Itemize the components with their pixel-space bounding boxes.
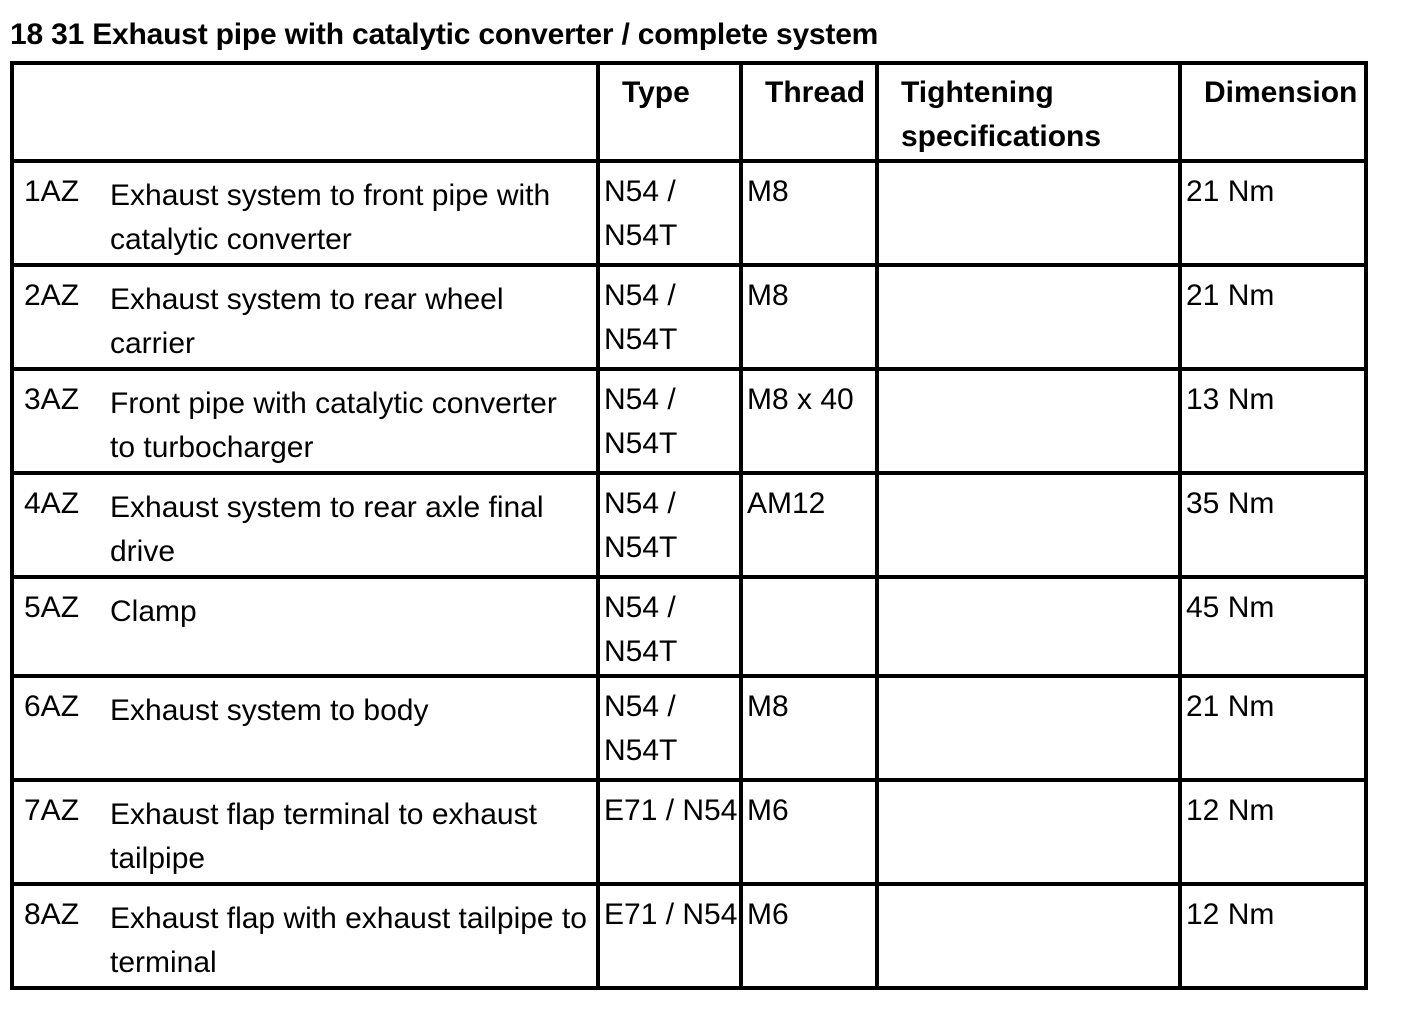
row-thread-cell	[741, 473, 877, 577]
row-number: 4AZ	[24, 487, 80, 520]
table-row	[12, 161, 1366, 265]
row-description-cell	[12, 473, 598, 577]
row-tightening	[879, 371, 1178, 378]
row-description-cell	[12, 161, 598, 265]
row-number: 1AZ	[24, 175, 80, 208]
row-type: E71 / N54	[604, 898, 738, 931]
row-description-cell	[12, 369, 598, 473]
row-dimension: 21 Nm	[1186, 175, 1275, 208]
row-type-cell	[598, 369, 741, 473]
row-type: N54 / N54T	[604, 591, 678, 668]
row-dimension: 35 Nm	[1186, 487, 1275, 520]
row-thread: AM12	[747, 487, 826, 520]
row-type-cell	[598, 780, 741, 884]
row-description: Clamp	[110, 595, 197, 628]
row-thread-cell	[741, 780, 877, 884]
row-dimension-cell	[1180, 265, 1366, 369]
row-type-cell	[598, 473, 741, 577]
header-tightening	[877, 63, 1180, 161]
table-header-row	[12, 63, 1366, 161]
row-dimension-cell	[1180, 884, 1366, 988]
row-tightening	[879, 886, 1178, 893]
row-dimension-cell	[1180, 473, 1366, 577]
row-dimension: 45 Nm	[1186, 591, 1275, 624]
row-description-cell	[12, 676, 598, 780]
row-thread: M6	[747, 794, 789, 827]
row-number: 3AZ	[24, 383, 80, 416]
row-thread	[743, 579, 875, 586]
row-number: 5AZ	[24, 591, 80, 624]
header-type	[598, 63, 741, 161]
row-number: 6AZ	[24, 690, 80, 723]
row-type-cell	[598, 676, 741, 780]
table-row	[12, 265, 1366, 369]
row-type: N54 / N54T	[604, 175, 678, 252]
row-tightening	[879, 782, 1178, 789]
row-description: Exhaust system to rear wheel carrier	[110, 283, 504, 360]
row-thread: M8 x 40	[747, 383, 854, 416]
row-type: N54 / N54T	[604, 383, 678, 460]
row-number: 2AZ	[24, 279, 80, 312]
row-description-cell	[12, 780, 598, 884]
table-row	[12, 884, 1366, 988]
row-thread: M6	[747, 898, 789, 931]
row-thread-cell	[741, 369, 877, 473]
row-dimension: 12 Nm	[1186, 794, 1275, 827]
row-type-cell	[598, 577, 741, 676]
row-thread-cell	[741, 265, 877, 369]
table-row	[12, 369, 1366, 473]
row-type-cell	[598, 265, 741, 369]
row-dimension: 21 Nm	[1186, 279, 1275, 312]
row-thread: M8	[747, 279, 789, 312]
row-tightening-cell	[877, 884, 1180, 988]
table-row	[12, 676, 1366, 780]
row-tightening-cell	[877, 161, 1180, 265]
header-type-label: Type	[622, 76, 690, 109]
row-tightening	[879, 267, 1178, 274]
row-type: E71 / N54	[604, 794, 738, 827]
row-tightening-cell	[877, 577, 1180, 676]
row-dimension: 12 Nm	[1186, 898, 1275, 931]
table-row	[12, 577, 1366, 676]
header-thread-label: Thread	[765, 76, 866, 109]
row-thread: M8	[747, 690, 789, 723]
table-row	[12, 473, 1366, 577]
row-dimension-cell	[1180, 676, 1366, 780]
row-tightening	[879, 475, 1178, 482]
row-tightening	[879, 678, 1178, 685]
header-thread	[741, 63, 877, 161]
row-thread-cell	[741, 884, 877, 988]
header-dimension-label: Dimension	[1204, 76, 1358, 109]
row-type: N54 / N54T	[604, 279, 678, 356]
row-description-cell	[12, 577, 598, 676]
row-dimension-cell	[1180, 369, 1366, 473]
row-thread: M8	[747, 175, 789, 208]
row-thread-cell	[741, 676, 877, 780]
row-dimension: 21 Nm	[1186, 690, 1275, 723]
header-description	[12, 63, 598, 161]
row-type-cell	[598, 161, 741, 265]
header-dimension	[1180, 63, 1366, 161]
row-tightening-cell	[877, 265, 1180, 369]
row-tightening	[879, 163, 1178, 170]
row-description: Front pipe with catalytic converter to turbocharger	[110, 387, 557, 464]
header-tightening-label: Tightening specifications	[901, 76, 1102, 153]
table-row	[12, 780, 1366, 884]
row-tightening-cell	[877, 780, 1180, 884]
row-thread-cell	[741, 161, 877, 265]
row-dimension-cell	[1180, 161, 1366, 265]
row-type-cell	[598, 884, 741, 988]
row-type: N54 / N54T	[604, 487, 678, 564]
row-tightening-cell	[877, 676, 1180, 780]
row-description: Exhaust flap terminal to exhaust tailpipe	[110, 798, 537, 875]
row-description: Exhaust system to front pipe with catalytic converter	[110, 179, 551, 256]
row-number: 8AZ	[24, 898, 80, 931]
row-number: 7AZ	[24, 794, 80, 827]
row-type: N54 / N54T	[604, 690, 678, 767]
row-description: Exhaust system to body	[110, 694, 429, 727]
row-thread-cell	[741, 577, 877, 676]
row-dimension-cell	[1180, 577, 1366, 676]
row-tightening-cell	[877, 473, 1180, 577]
row-tightening	[879, 579, 1178, 586]
torque-spec-table	[10, 61, 1368, 990]
row-description-cell	[12, 265, 598, 369]
row-description-cell	[12, 884, 598, 988]
row-dimension-cell	[1180, 780, 1366, 884]
row-dimension: 13 Nm	[1186, 383, 1275, 416]
row-description: Exhaust flap with exhaust tailpipe to terminal	[110, 902, 587, 979]
document-title: 18 31 Exhaust pipe with catalytic converter / complete system	[10, 18, 879, 51]
row-tightening-cell	[877, 369, 1180, 473]
row-description: Exhaust system to rear axle final drive	[110, 491, 544, 568]
